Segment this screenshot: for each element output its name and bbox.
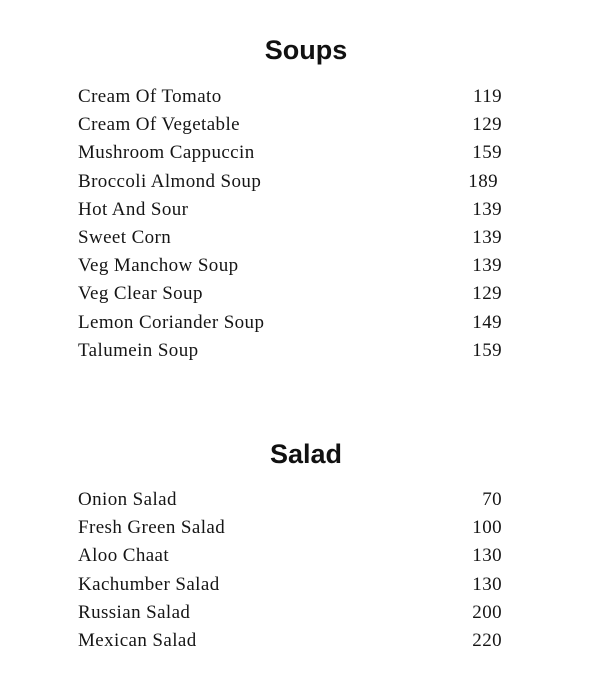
- menu-item-name: Mushroom Cappuccin: [78, 142, 255, 164]
- menu-item-price: 159: [472, 339, 502, 361]
- menu-item-name: Veg Manchow Soup: [78, 255, 239, 277]
- menu-item: [78, 111, 508, 139]
- menu-item-name: Talumein Soup: [78, 339, 199, 361]
- menu-item-price: 220: [472, 629, 502, 651]
- menu-item-name: Mexican Salad: [78, 629, 197, 651]
- menu-item-price: 139: [472, 226, 502, 248]
- menu-item: [78, 168, 508, 196]
- menu-item: [78, 627, 508, 655]
- menu-item-price: 130: [472, 545, 502, 567]
- menu-item-name: Cream Of Vegetable: [78, 114, 240, 136]
- menu-item-name: Lemon Coriander Soup: [78, 311, 265, 333]
- menu-item-price: 139: [472, 255, 502, 277]
- menu-item-price: 70: [482, 489, 502, 510]
- menu-item: [78, 514, 508, 542]
- menu-item-name: Onion Salad: [78, 489, 177, 510]
- menu-item-price: 100: [472, 517, 502, 539]
- menu-item-price: 200: [472, 601, 502, 623]
- menu-item-name: Broccoli Almond Soup: [78, 170, 262, 192]
- menu-item: [78, 252, 508, 280]
- menu-item: [78, 196, 508, 224]
- section-title-soups: Soups: [264, 35, 348, 65]
- menu-item: [78, 83, 508, 111]
- menu-item: [78, 280, 508, 308]
- menu-item-name: Fresh Green Salad: [78, 517, 226, 539]
- menu-item-price: 130: [472, 573, 502, 595]
- menu-item-price: 119: [473, 86, 502, 107]
- menu-item-name: Sweet Corn: [78, 226, 172, 248]
- menu-item-name: Veg Clear Soup: [78, 283, 203, 305]
- menu-item: [78, 309, 508, 337]
- menu-item-price: 189: [468, 170, 498, 192]
- menu-item: [78, 139, 508, 167]
- soups-menu-list: [78, 83, 508, 365]
- menu-item-price: 159: [472, 142, 502, 164]
- menu-item: [78, 599, 508, 627]
- menu-item-name: Cream Of Tomato: [78, 86, 222, 107]
- menu-item: [78, 224, 508, 252]
- salad-menu-list: [78, 486, 508, 655]
- menu-item: [78, 486, 508, 514]
- menu-item: [78, 571, 508, 599]
- menu-item-name: Russian Salad: [78, 601, 191, 623]
- menu-item-price: 129: [472, 283, 502, 305]
- menu-item: [78, 337, 508, 365]
- menu-item-name: Kachumber Salad: [78, 573, 220, 595]
- menu-item-price: 139: [472, 198, 502, 220]
- menu-item-price: 129: [472, 114, 502, 136]
- menu-item-name: Aloo Chaat: [78, 545, 170, 567]
- section-title-salad: Salad: [269, 439, 343, 469]
- menu-item: [78, 542, 508, 570]
- menu-item-price: 149: [472, 311, 502, 333]
- menu-item-name: Hot And Sour: [78, 198, 189, 220]
